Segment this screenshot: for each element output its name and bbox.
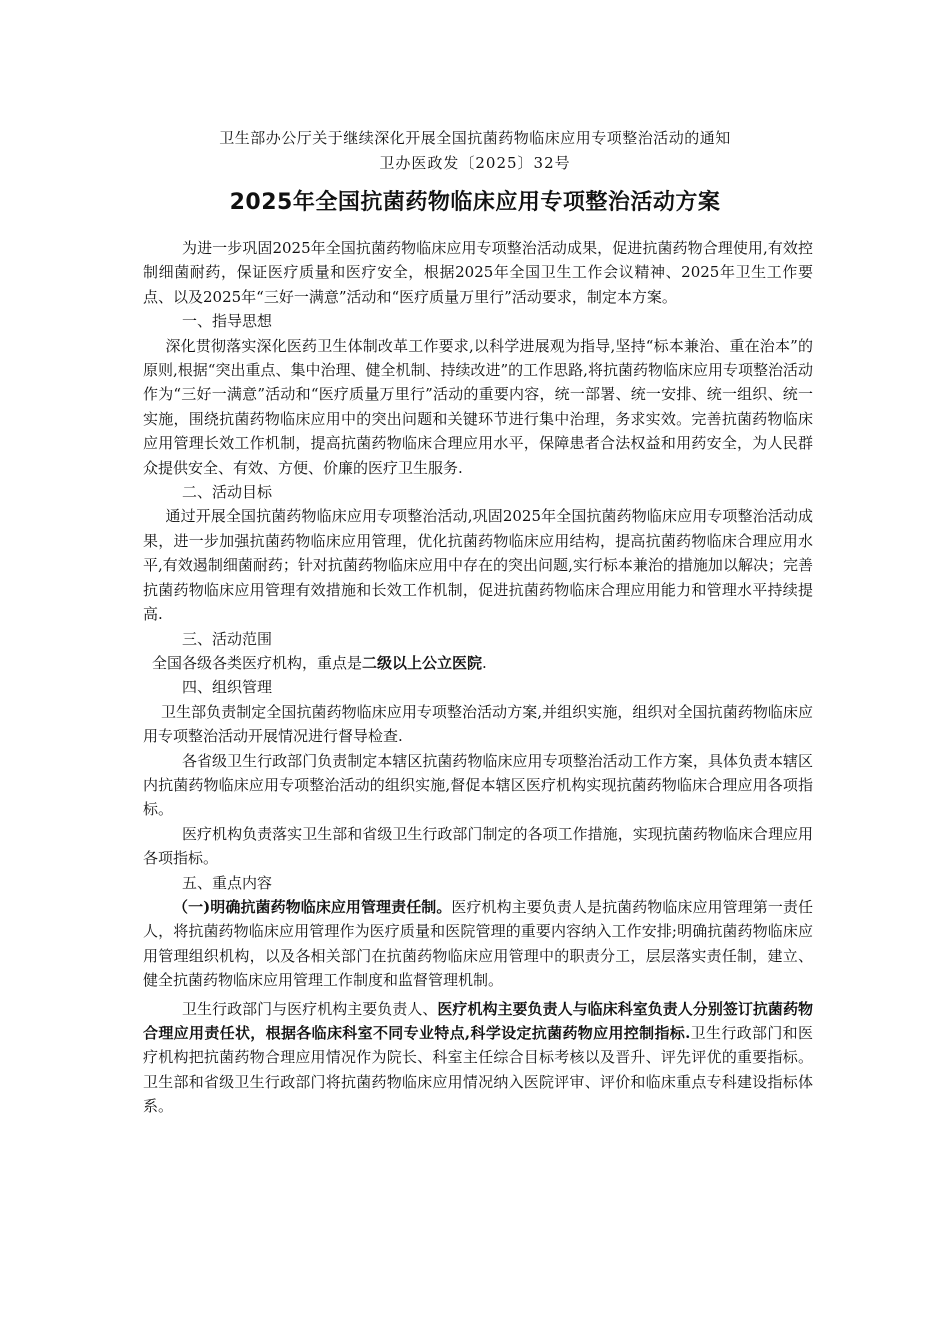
section-heading-organization: 四、组织管理 — [182, 678, 273, 697]
notice-title: 卫生部办公厅关于继续深化开展全国抗菌药物临床应用专项整治活动的通知 — [219, 129, 731, 147]
activity-scope-text: 全国各级各类医疗机构，重点是 — [152, 653, 363, 672]
responsibility-text-b: 卫生行政部门和医疗机构把抗菌药物合理应用情况作为院长、科室主任综合目标考核以及晋升、评先评优的重要指标。卫生部和省级卫生行政部门将抗菌药物临床应用情况纳入医院评审、评价和临床重点专科建设指标体系。 — [143, 1024, 813, 1116]
intro-paragraph: 为进一步巩固2025年全国抗菌药物临床应用专项整治活动成果，促进抗菌药物合理使用,有效控制细菌耐药，保证医疗质量和医疗安全，根据2025年全国卫生工作会议精神、2025年卫生工作要点、以及2025年“三好一满意”活动和“医疗质量万里行”活动要求，制定本方案。 — [143, 239, 813, 306]
guiding-ideology-paragraph: 深化贯彻落实深化医药卫生体制改革工作要求,以科学进展观为指导,坚持“标本兼治、重在治本”的原则,根据“突出重点、集中治理、健全机制、持续改进”的工作思路,将抗菌药物临床应用专项整治活动作为“三好一满意”活动和“医疗质量万里行”活动的重要内容，统一部署、统一安排、统一组织、统一实施，围绕抗菌药物临床应用中的突出问题和关键环节进行集中治理，务求实效。完善抗菌药物临床应用管理长效工作机制，提高抗菌药物临床合理应用水平，保障患者合法权益和用药安全，为人民群众提供安全、有效、方便、价廉的医疗卫生服务. — [143, 336, 813, 477]
section-heading-activity-scope: 三、活动范围 — [182, 629, 273, 648]
key-content-item-1-text: 医疗机构主要负责人是抗菌药物临床应用管理第一责任人，将抗菌药物临床应用管理作为医疗质量和医院管理的重要内容纳入工作安排;明确抗菌药物临床应用管理组织机构，以及各相关部门在抗菌药物临床应用管理中的职责分工，层层落实责任制，建立、健全抗菌药物临床应用管理工作制度和监督管理机制。 — [143, 897, 813, 990]
activity-goals-paragraph: 通过开展全国抗菌药物临床应用专项整治活动,巩固2025年全国抗菌药物临床应用专项整治活动成果，进一步加强抗菌药物临床应用管理，优化抗菌药物临床应用结构，提高抗菌药物临床合理应用水平,有效遏制细菌耐药；针对抗菌药物临床应用中存在的突出问题,实行标本兼治的措施加以解决；完善抗菌药物临床应用管理有效措施和长效工作机制，促进抗菌药物临床合理应用能力和管理水平持续提高. — [143, 507, 813, 624]
key-content-responsibility-paragraph — [143, 997, 813, 1119]
section-heading-key-content: 五、重点内容 — [182, 873, 273, 892]
activity-scope-paragraph — [143, 651, 813, 675]
activity-scope-emphasis: 二级以上公立医院 — [362, 653, 483, 672]
key-content-item-1 — [143, 895, 813, 993]
organization-paragraph-provincial: 各省级卫生行政部门负责制定本辖区抗菌药物临床应用专项整治活动工作方案，具体负责本辖区内抗菌药物临床应用专项整治活动的组织实施,督促本辖区医疗机构实现抗菌药物临床合理应用各项指标。 — [143, 751, 813, 819]
responsibility-emphasis: 医疗机构主要负责人与临床科室负责人分别签订抗菌药物合理应用责任状，根据各临床科室不同专业特点,科学设定抗菌药物应用控制指标. — [143, 999, 813, 1042]
key-content-item-1-title: （一)明确抗菌药物临床应用管理责任制。 — [173, 897, 452, 916]
document-body — [143, 236, 813, 1119]
section-heading-guiding-ideology: 一、指导思想 — [182, 312, 273, 331]
document-title: 2025年全国抗菌药物临床应用专项整治活动方案 — [229, 190, 721, 215]
organization-paragraph-ministry: 卫生部负责制定全国抗菌药物临床应用专项整治活动方案,并组织实施，组织对全国抗菌药物临床应用专项整治活动开展情况进行督导检查. — [143, 702, 813, 746]
document-number: 卫办医政发〔2025〕32号 — [379, 154, 571, 172]
organization-paragraph-institutions: 医疗机构负责落实卫生部和省级卫生行政部门制定的各项工作措施，实现抗菌药物临床合理应用各项指标。 — [143, 824, 813, 868]
responsibility-text-a: 卫生行政部门与医疗机构主要负责人、 — [182, 999, 438, 1018]
section-heading-activity-goals: 二、活动目标 — [182, 483, 273, 502]
activity-scope-end: . — [482, 653, 487, 672]
